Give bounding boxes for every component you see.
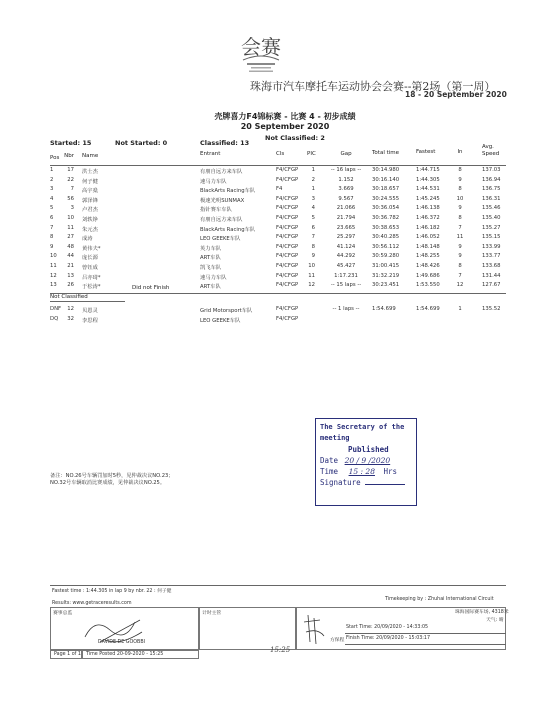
cell-name: 朱元杰 xyxy=(82,226,98,233)
cell-pic: 5 xyxy=(311,215,315,221)
table-row xyxy=(50,272,510,282)
cell-entrant: ART车队 xyxy=(200,255,221,262)
cell-nbr: 17 xyxy=(67,167,74,173)
cell-cls: F4 xyxy=(276,186,283,193)
cell-cls: F4/CFGP xyxy=(276,215,299,221)
col-total: Total time xyxy=(372,150,400,156)
stamp-time xyxy=(320,466,412,477)
cell-pic: 4 xyxy=(311,205,315,212)
weather: 天气: 晴 xyxy=(486,618,504,623)
cell-name: 于松涛* xyxy=(82,284,101,291)
col-entrant: Entrant xyxy=(200,151,221,157)
cell-cls: F4/CFGP xyxy=(276,224,299,231)
summary-not-classified: Not Classified: 2 xyxy=(265,134,325,142)
cell-speed: 136.31 xyxy=(482,195,501,202)
cell-in: 10 xyxy=(456,195,464,202)
cell-gap: 23.665 xyxy=(336,224,356,231)
cell-speed: 133.99 xyxy=(482,243,501,250)
cell-pic: 3 xyxy=(311,195,315,202)
cell-total: 30:16.140 xyxy=(372,176,400,183)
timekeeper-signature xyxy=(300,610,330,648)
cell-entrant: Grid Motorsport车队 xyxy=(200,308,253,314)
cell-cls: F4/CFGP xyxy=(276,306,299,312)
cell-cls: F4/CFGP xyxy=(276,282,299,289)
cell-in: 8 xyxy=(458,263,462,269)
not-classified-label: Not Classified xyxy=(50,294,88,300)
timekeeper-label: 计时主管 xyxy=(202,611,222,616)
table-row xyxy=(50,262,510,272)
cell-nbr: 27 xyxy=(67,234,74,241)
col-gap: Gap xyxy=(340,151,352,157)
cell-speed: 137.03 xyxy=(482,167,501,173)
cell-speed: 136.75 xyxy=(482,186,501,193)
table-row xyxy=(50,233,510,243)
meeting-dates: 18 - 20 September 2020 xyxy=(405,90,507,99)
cell-in: 9 xyxy=(458,253,462,260)
cell-cls: F4/CFGP xyxy=(276,272,299,279)
cell-total: 30:36.054 xyxy=(372,205,400,212)
cell-in: 1 xyxy=(458,306,462,312)
cell-name: 成涛 xyxy=(82,236,93,243)
table-row xyxy=(50,315,510,325)
col-speed-top: Avg. xyxy=(482,144,494,150)
cell-entrant: 英力车队 xyxy=(200,245,222,252)
cell-speed: 135.27 xyxy=(482,224,501,231)
cell-in: 9 xyxy=(458,243,462,250)
cell-gap: 21.794 xyxy=(336,215,356,221)
fastest-time-note: Fastest time : 1:44.305 in lap 9 by nbr. 22 : 何子健 xyxy=(52,589,172,594)
cell-entrant: 速马力车队 xyxy=(200,178,227,185)
table-row xyxy=(50,281,510,291)
cell-in: 7 xyxy=(458,224,462,231)
cell-in: 8 xyxy=(458,186,462,193)
cell-pic: 9 xyxy=(311,253,315,260)
cell-in: 8 xyxy=(458,167,462,173)
cell-gap: -- 16 laps -- xyxy=(330,167,362,173)
cell-total: 1:54.699 xyxy=(372,306,396,312)
cell-entrant: BlackArts Racing车队 xyxy=(200,226,256,233)
cell-in: 8 xyxy=(458,215,462,221)
cell-cls: F4/CFGP xyxy=(276,205,299,212)
start-time: Start Time: 20/09/2020 - 14:33:05 xyxy=(346,625,429,630)
cell-pos: 11 xyxy=(50,263,57,269)
cell-total: 31:32.219 xyxy=(372,272,400,279)
cell-gap: 9.567 xyxy=(338,195,354,202)
stamp-signature xyxy=(320,477,412,488)
cell-fastest: 1:48.255 xyxy=(416,253,440,260)
cell-name: 贝恩灵 xyxy=(82,308,98,314)
logo-text: 会赛 xyxy=(241,35,281,59)
cell-speed: 135.40 xyxy=(482,215,501,221)
cell-fastest: 1:46.372 xyxy=(416,215,440,221)
cell-pos: 13 xyxy=(50,282,57,289)
cell-fastest: 1:46.052 xyxy=(416,234,440,241)
race-title-line1: 壳牌喜力F4锦标赛 - 比赛 4 - 初步成绩 xyxy=(214,112,356,121)
cell-pos: 3 xyxy=(50,186,54,193)
cell-nbr: 11 xyxy=(67,224,74,231)
table-row xyxy=(50,204,510,214)
cell-fastest: 1:45.245 xyxy=(416,195,440,202)
cell-cls: F4/CFGP xyxy=(276,315,299,322)
cell-pic: 12 xyxy=(308,282,315,289)
cell-total: 30:40.285 xyxy=(372,234,400,241)
cell-name: 庞长源 xyxy=(82,255,98,262)
cell-name: 何子健 xyxy=(82,178,98,185)
cell-gap: 3.669 xyxy=(338,186,354,193)
summary-classified: Classified: 13 xyxy=(200,139,250,147)
cell-pos: 4 xyxy=(50,195,54,202)
cell-fastest: 1:54.699 xyxy=(416,306,440,312)
cell-pic: 11 xyxy=(308,272,315,279)
cell-speed: 133.77 xyxy=(482,253,501,260)
cell-nbr: 56 xyxy=(67,195,74,202)
cell-name: 吕亦琦* xyxy=(82,274,101,281)
table-row xyxy=(50,305,510,315)
cell-gap: -- 15 laps -- xyxy=(330,282,362,289)
table-row xyxy=(50,214,510,224)
cell-fastest: 1:44.715 xyxy=(416,167,440,173)
stamp-line2: Published xyxy=(348,445,389,454)
col-speed: Speed xyxy=(482,151,500,157)
cell-nbr: 48 xyxy=(67,243,74,250)
cell-nbr: 7 xyxy=(70,186,74,193)
cell-name: 郭泽锋 xyxy=(82,197,98,204)
cell-pos: 2 xyxy=(50,176,54,183)
cell-name: 李思程 xyxy=(82,317,98,324)
cell-name: 刘轶铮 xyxy=(82,217,98,223)
cell-nbr: 21 xyxy=(67,263,74,269)
col-in: In xyxy=(457,149,463,155)
summary-not-started: Not Started: 0 xyxy=(115,139,168,147)
table-row xyxy=(50,185,510,195)
meeting-title: 珠海市汽车摩托车运动协会会赛--第2场（第一周） xyxy=(250,80,496,93)
cell-nbr: 3 xyxy=(70,205,74,212)
stamp-date-value: 20 / 9 /2020 xyxy=(344,456,391,465)
note-line: NO.32号车辆取消比赛成绩，见仲裁决议NO.25。 xyxy=(50,480,166,486)
table-row xyxy=(50,166,510,176)
note-line: 备注：NO.26号车辆罚加时5秒，见仲裁决议NO.23； xyxy=(50,473,174,479)
finish-time: Finish Time: 20/09/2020 - 15:03:17 xyxy=(346,636,431,641)
stamp-time-label: Time xyxy=(320,467,339,476)
stamp-line1: The Secretary of the meeting xyxy=(320,423,405,442)
cell-fastest: 1:46.138 xyxy=(416,205,440,212)
cell-name: 洪士杰 xyxy=(82,169,98,175)
publication-stamp xyxy=(315,418,417,506)
col-pos: Pos xyxy=(50,155,60,161)
col-cls: Cls xyxy=(276,151,285,157)
cell-name: 卢君杰 xyxy=(82,207,98,214)
event-logo xyxy=(233,32,289,76)
cell-total: 30:56.112 xyxy=(372,243,400,250)
steward-label: 赛事总监 xyxy=(53,611,73,616)
cell-entrant: 指针赛车车队 xyxy=(200,207,232,214)
cell-total: 30:14.980 xyxy=(372,167,400,173)
cell-name: 黄伟夫* xyxy=(82,245,101,252)
cell-cls: F4/CFGP xyxy=(276,234,299,241)
cell-nbr: 22 xyxy=(67,176,74,183)
cell-pos: 1 xyxy=(50,167,54,173)
col-nbr: Nbr xyxy=(64,153,74,159)
cell-gap: 1.152 xyxy=(338,176,354,183)
cell-pic: 2 xyxy=(311,176,315,183)
cell-gap: 1:17.231 xyxy=(334,272,358,279)
cell-pos: 8 xyxy=(50,234,54,241)
stamp-signature-label: Signature xyxy=(320,478,361,487)
cell-total: 31:00.415 xyxy=(372,263,400,269)
cell-entrant: 有朋自远方来车队 xyxy=(200,217,243,223)
cell-gap: 41.124 xyxy=(336,243,356,250)
cell-pic: 8 xyxy=(311,243,315,250)
cell-gap: -- 1 laps -- xyxy=(332,306,360,312)
col-fastest: Fastest xyxy=(416,149,436,155)
cell-speed: 136.94 xyxy=(482,176,501,183)
table-row xyxy=(50,224,510,234)
location: 珠海国际赛车场, 4318米 xyxy=(455,610,509,615)
stamp-time-unit: Hrs xyxy=(383,467,398,476)
cell-nbr: 12 xyxy=(67,306,74,312)
table-row xyxy=(50,195,510,205)
cell-fastest: 1:44.531 xyxy=(416,186,440,193)
cell-pic: 7 xyxy=(311,234,315,241)
cell-in: 9 xyxy=(458,176,462,183)
table-row xyxy=(50,243,510,253)
cell-gap: 45.427 xyxy=(336,263,356,269)
cell-pos: 6 xyxy=(50,215,54,221)
cell-in: 7 xyxy=(458,272,462,279)
cell-name: 高宇燊 xyxy=(82,188,98,195)
cell-pic: 1 xyxy=(311,167,315,173)
cell-nbr: 13 xyxy=(67,272,74,279)
cell-pos: DQ xyxy=(50,315,59,322)
cell-gap: 44.292 xyxy=(336,253,356,260)
cell-cls: F4/CFGP xyxy=(276,243,299,250)
cell-total: 30:36.782 xyxy=(372,215,400,221)
cell-speed: 131.44 xyxy=(482,272,501,279)
race-title xyxy=(205,112,365,132)
cell-name: 曾钰成 xyxy=(82,265,98,271)
cell-pos: 10 xyxy=(50,253,57,260)
finish-prefix: 方保程 xyxy=(330,638,345,643)
table-row xyxy=(50,252,510,262)
cell-cls: F4/CFGP xyxy=(276,263,299,269)
notes xyxy=(50,473,174,487)
cell-fastest: 1:53.550 xyxy=(416,282,440,289)
cell-gap: 25.297 xyxy=(336,234,356,241)
timekeeping-note: Timekeeping by : Zhuhai International Circuit xyxy=(385,597,494,602)
director-name: DAVIDE DE GOOBBI xyxy=(98,640,146,645)
race-title-line2: 20 September 2020 xyxy=(240,122,330,131)
handwritten-time: 15:25 xyxy=(270,646,291,654)
cell-pos: 12 xyxy=(50,272,57,279)
cell-fastest: 1:49.686 xyxy=(416,272,440,279)
stamp-date-label: Date xyxy=(320,456,339,465)
cell-total: 30:18.657 xyxy=(372,186,400,193)
cell-in: 11 xyxy=(456,234,464,241)
col-name: Name xyxy=(82,153,99,159)
table-row xyxy=(50,176,510,186)
cell-pos: 9 xyxy=(50,243,54,250)
cell-entrant: ART车队 xyxy=(200,284,221,291)
cell-pic: 10 xyxy=(308,263,315,269)
cell-gap: 21.066 xyxy=(336,205,356,212)
cell-nbr: 26 xyxy=(67,282,74,289)
stamp-date xyxy=(320,455,412,466)
cell-pic: 6 xyxy=(311,224,315,231)
time-posted: Time Posted 20-09-2020 - 15:25 xyxy=(86,652,164,657)
cell-cls: F4/CFGP xyxy=(276,167,299,173)
cell-entrant: LEO GEEKE车队 xyxy=(200,317,241,324)
page-number: Page 1 of 1 xyxy=(54,652,81,657)
cell-total: 30:24.555 xyxy=(372,195,400,202)
cell-fastest: 1:46.182 xyxy=(416,224,440,231)
cell-fastest: 1:48.148 xyxy=(416,243,440,250)
cell-in: 9 xyxy=(458,205,462,212)
results-header xyxy=(50,144,510,161)
cell-total: 30:23.451 xyxy=(372,282,400,289)
stamp-time-value: 15 : 28 xyxy=(348,467,375,476)
did-not-finish-label: Did not Finish xyxy=(132,285,170,291)
cell-in: 12 xyxy=(456,282,464,289)
cell-entrant: 速马力车队 xyxy=(200,274,227,281)
cell-fastest: 1:48.426 xyxy=(416,263,440,269)
cell-cls: F4/CFGP xyxy=(276,195,299,202)
cell-pos: DNF xyxy=(50,306,62,312)
cell-entrant: LEO GEEKE车队 xyxy=(200,236,241,243)
cell-entrant: 有朋自远方来车队 xyxy=(200,169,243,175)
cell-cls: F4/CFGP xyxy=(276,253,299,260)
col-pic: PIC xyxy=(307,151,316,157)
cell-pos: 7 xyxy=(50,224,54,231)
cell-nbr: 32 xyxy=(67,315,74,322)
cell-cls: F4/CFGP xyxy=(276,176,299,183)
cell-pos: 5 xyxy=(50,205,54,212)
cell-speed: 133.68 xyxy=(482,263,501,269)
cell-nbr: 44 xyxy=(67,253,74,260)
cell-speed: 127.67 xyxy=(482,282,501,289)
cell-speed: 135.52 xyxy=(482,306,501,312)
results-url: Results: www.getraceresults.com xyxy=(52,601,132,606)
cell-entrant: 凯飞车队 xyxy=(200,265,222,271)
cell-total: 30:38.653 xyxy=(372,224,400,231)
cell-speed: 135.15 xyxy=(482,234,501,241)
cell-fastest: 1:44.305 xyxy=(416,176,440,183)
cell-total: 30:59.280 xyxy=(372,253,400,260)
summary-started: Started: 15 xyxy=(50,139,92,147)
cell-pic: 1 xyxy=(311,186,315,193)
cell-speed: 135.46 xyxy=(482,205,501,212)
cell-entrant: BlackArts Racing车队 xyxy=(200,188,256,195)
cell-entrant: 极速光明SUNMAX xyxy=(200,197,245,204)
cell-nbr: 10 xyxy=(67,215,74,221)
